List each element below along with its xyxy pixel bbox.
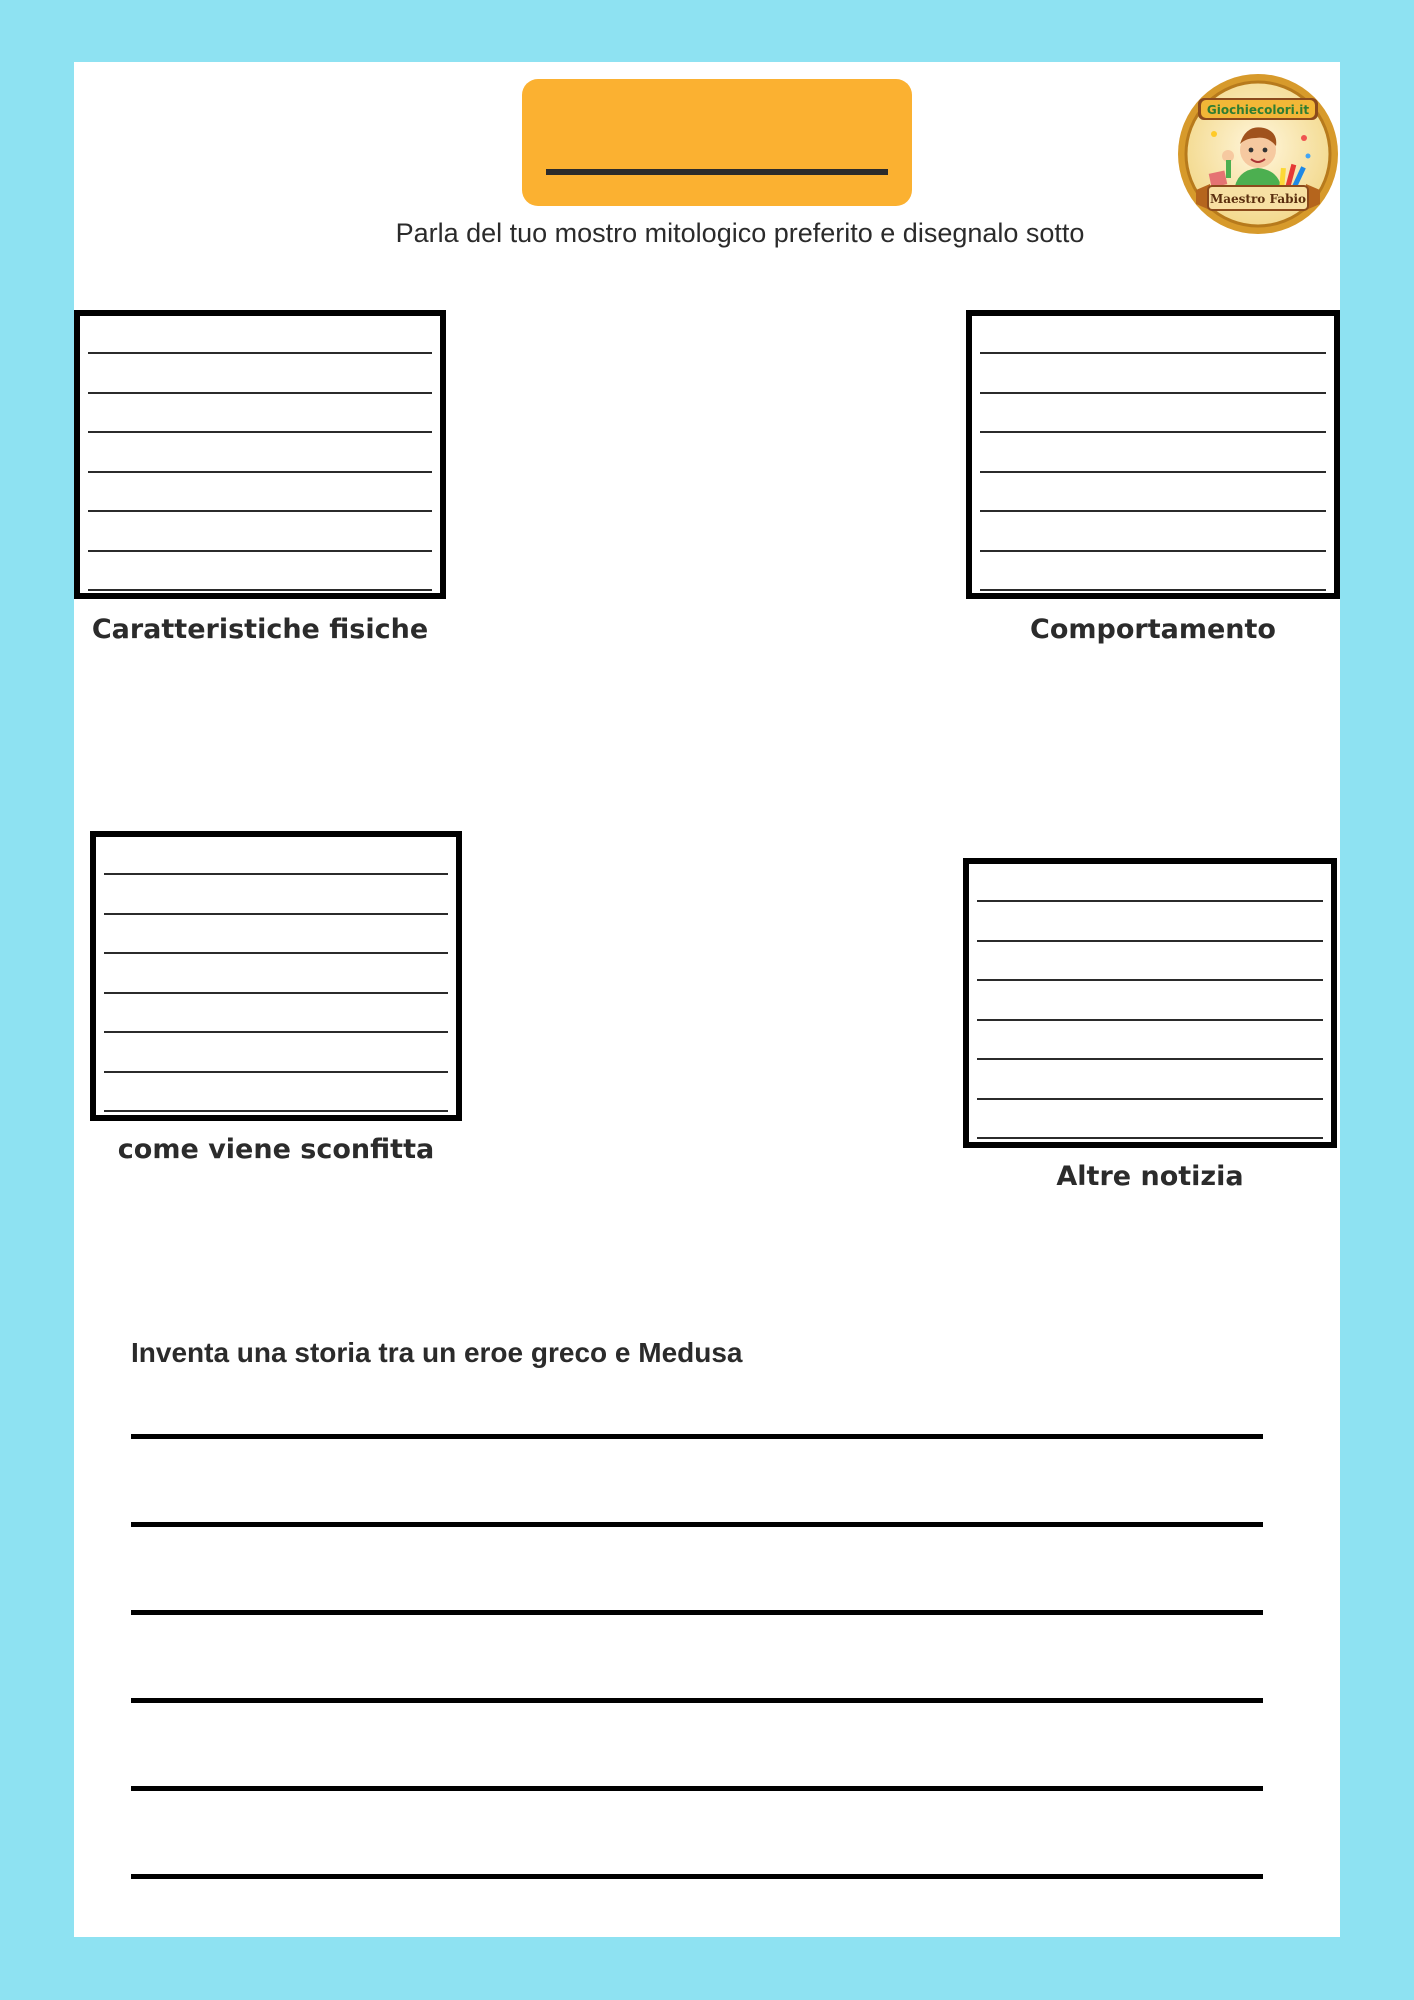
label-altre-notizia: Altre notizia (1056, 1161, 1244, 1192)
svg-text:Maestro Fabio: Maestro Fabio (1209, 192, 1307, 206)
story-writing-line[interactable] (131, 1434, 1263, 1439)
story-writing-line[interactable] (131, 1522, 1263, 1527)
writing-line (88, 471, 432, 473)
writing-line (88, 550, 432, 552)
worksheet (74, 62, 1340, 1937)
writing-line (88, 431, 432, 433)
writing-line (980, 550, 1326, 552)
label-caratteristiche: Caratteristiche fisiche (91, 614, 429, 645)
writing-line (88, 352, 432, 354)
title-box[interactable] (522, 79, 912, 206)
story-prompt: Inventa una storia tra un eroe greco e Medusa (131, 1337, 743, 1368)
giochiecolori-logo (1176, 72, 1341, 237)
subtitle: Parla del tuo mostro mitologico preferito e disegnalo sotto (395, 218, 1085, 248)
writing-box-caratteristiche[interactable] (74, 310, 446, 599)
writing-line (977, 1137, 1323, 1139)
writing-line (104, 873, 448, 875)
writing-line (977, 900, 1323, 902)
writing-line (104, 913, 448, 915)
writing-line (104, 1031, 448, 1033)
story-writing-line[interactable] (131, 1874, 1263, 1879)
writing-line (104, 992, 448, 994)
writing-line (88, 589, 432, 591)
label-sconfitta: come viene sconfitta (117, 1134, 435, 1165)
writing-line (977, 940, 1323, 942)
writing-line (980, 510, 1326, 512)
writing-box-altre-notizia[interactable] (963, 858, 1337, 1148)
writing-box-comportamento[interactable] (966, 310, 1340, 599)
writing-line (980, 352, 1326, 354)
story-writing-line[interactable] (131, 1610, 1263, 1615)
writing-line (977, 1058, 1323, 1060)
writing-line (977, 1019, 1323, 1021)
writing-line (980, 392, 1326, 394)
writing-line (88, 392, 432, 394)
writing-line (88, 510, 432, 512)
writing-line (977, 979, 1323, 981)
writing-line (104, 1110, 448, 1112)
writing-line (980, 471, 1326, 473)
svg-text:Giochiecolori.it: Giochiecolori.it (1206, 103, 1310, 117)
writing-box-sconfitta[interactable] (90, 831, 462, 1121)
writing-line (104, 952, 448, 954)
writing-line (980, 431, 1326, 433)
writing-line (977, 1098, 1323, 1100)
writing-line (980, 589, 1326, 591)
writing-line (104, 1071, 448, 1073)
label-comportamento: Comportamento (1030, 614, 1276, 645)
story-writing-line[interactable] (131, 1786, 1263, 1791)
title-blank-line (546, 169, 888, 175)
story-writing-line[interactable] (131, 1698, 1263, 1703)
